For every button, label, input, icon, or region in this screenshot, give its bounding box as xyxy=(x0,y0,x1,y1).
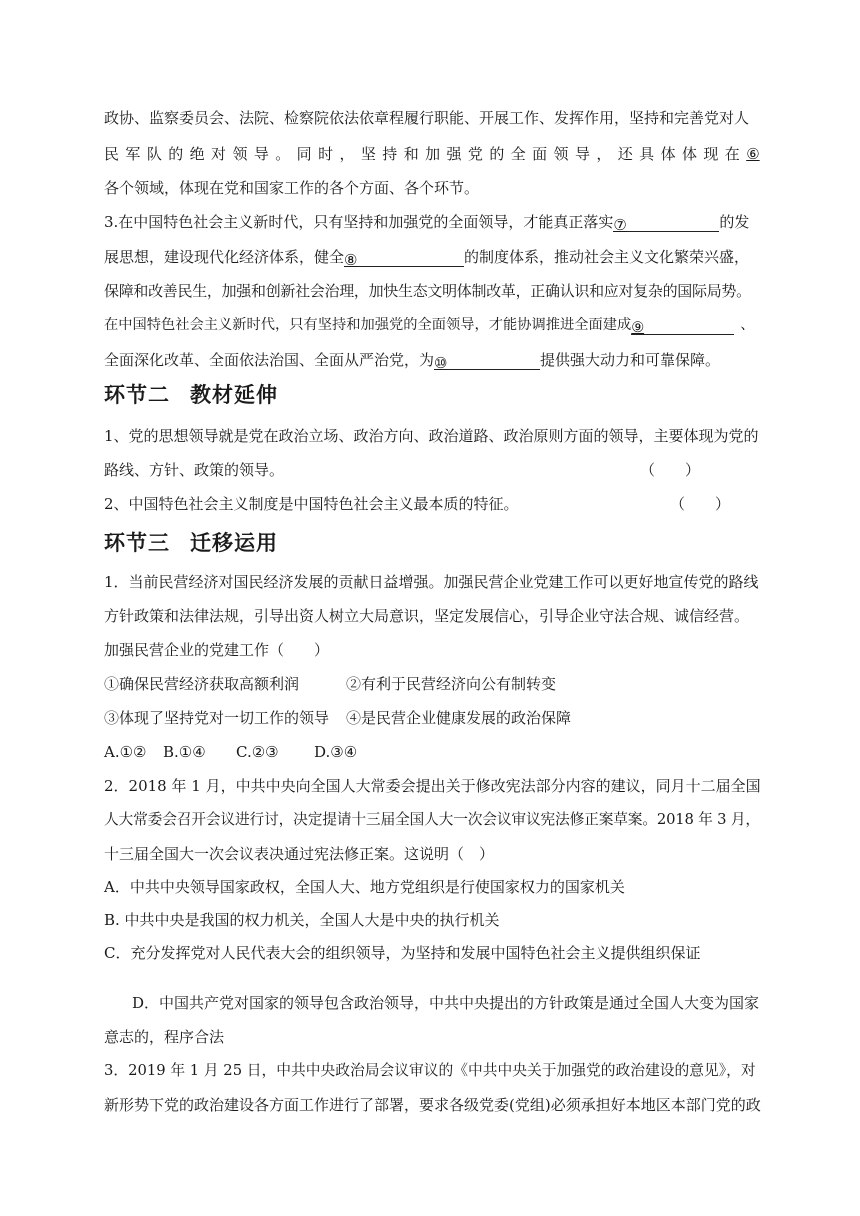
text-line: 路线、方针、政策的领导。 xyxy=(104,461,285,479)
text-char: 对 xyxy=(211,145,227,163)
option-row xyxy=(104,708,760,728)
text-span: 全面深化改革、全面依法治国、全面从严治党，为 xyxy=(104,351,435,369)
text-line: 1、党的思想领导就是党在政治立场、政治方向、政治道路、政治原则方面的领导，主要体现为党的 xyxy=(104,427,759,445)
paragraph-3-line-2 xyxy=(104,247,760,267)
choice-c[interactable]: C.②③ xyxy=(236,743,279,761)
text-char: ⑥ xyxy=(746,145,760,163)
choice-row xyxy=(104,742,760,762)
text-line: 1．当前民营经济对国民经济发展的贡献日益增强。加强民营企业党建工作可以更好地宣传党的路线 xyxy=(104,573,759,591)
text-char: 加 xyxy=(425,145,441,163)
text-char: 导 xyxy=(574,145,590,163)
text-line: 加强民营企业的党建工作（ ） xyxy=(104,641,330,659)
blank-number: ⑨ xyxy=(631,320,645,336)
fill-blank-10[interactable] xyxy=(434,353,540,370)
text-span: 的制度体系，推动社会主义文化繁荣兴盛， xyxy=(464,248,750,266)
text-span: 在中国特色社会主义新时代，只有坚持和加强党的全面领导，才能协调推进全面建成 xyxy=(104,317,632,333)
option-1[interactable]: ①确保民营经济获取高额利润 xyxy=(104,675,300,693)
text-char: 具 xyxy=(639,145,655,163)
text-char: 在 xyxy=(724,145,740,163)
choice-a[interactable]: A．中共中央领导国家政权，全国人大、地方党组织是行使国家权力的国家机关 xyxy=(104,878,625,896)
text-span: 提供强大动力和可靠保障。 xyxy=(540,351,721,369)
blank-number: ⑩ xyxy=(434,354,448,372)
text-char: 还 xyxy=(617,145,633,163)
choice-a[interactable]: A.①② xyxy=(104,743,147,761)
text-span: 3.在中国特色社会主义新时代，只有坚持和加强党的全面领导，才能真正落实 xyxy=(104,213,614,231)
text-char: 同 xyxy=(296,145,312,163)
heading-title: 教材延伸 xyxy=(190,383,278,407)
paragraph-3-line-5 xyxy=(104,350,760,370)
text-char: 和 xyxy=(403,145,419,163)
text-char: 全 xyxy=(510,145,526,163)
heading-label: 环节三 xyxy=(104,531,170,555)
text-char: 。 xyxy=(275,145,291,163)
text-line: 政协、监察委员会、法院、检察院依法依章程履行职能、开展工作、发挥作用，坚持和完善党对人 xyxy=(104,109,750,127)
option-3[interactable]: ③体现了坚持党对一切工作的领导 xyxy=(104,709,330,727)
choice-c[interactable]: C．充分发挥党对人民代表大会的组织领导，为坚持和发展中国特色社会主义提供组织保证 xyxy=(104,944,701,962)
option-4[interactable]: ④是民营企业健康发展的政治保障 xyxy=(346,709,572,727)
paragraph-3-line-4 xyxy=(104,315,760,335)
section-heading xyxy=(104,529,278,557)
text-char: 持 xyxy=(382,145,398,163)
text-char: 现 xyxy=(703,145,719,163)
text-line: 3．2019 年 1 月 25 日，中共中央政治局会议审议的《中共中央关于加强党的政治建设的意见》，对 xyxy=(104,1062,756,1079)
text-line: 2．2018 年 1 月，中共中央向全国人大常委会提出关于修改宪法部分内容的建议，同月十二届全国 xyxy=(104,777,761,795)
answer-parentheses[interactable]: （ ） xyxy=(640,461,701,479)
choice-b[interactable]: B. 中共中央是我国的权力机关，全国人大是中央的执行机关 xyxy=(104,911,500,929)
text-char: 面 xyxy=(532,145,548,163)
text-line: 十三届全国大一次会议表决通过宪法修正案。这说明（ ） xyxy=(104,845,495,863)
choice-b[interactable]: B.①④ xyxy=(163,743,206,761)
fill-blank-7[interactable] xyxy=(613,215,719,232)
text-char: 民 xyxy=(104,145,120,163)
option-row xyxy=(104,674,760,694)
option-2[interactable]: ②有利于民营经济向公有制转变 xyxy=(346,675,557,693)
text-char: ， xyxy=(596,145,612,163)
blank-number: ⑦ xyxy=(613,216,627,234)
text-char: 体 xyxy=(660,145,676,163)
choice-d[interactable]: D.③④ xyxy=(314,743,358,761)
text-char: 的 xyxy=(489,145,505,163)
text-line: 各个领域，体现在党和国家工作的各个方面、各个环节。 xyxy=(104,179,480,197)
text-char: 军 xyxy=(125,145,141,163)
text-span: 展思想，建设现代化经济体系，健全 xyxy=(104,248,345,266)
text-char: 绝 xyxy=(189,145,205,163)
text-char: 领 xyxy=(553,145,569,163)
paragraph-3-line-1 xyxy=(104,212,760,232)
text-line: 2、中国特色社会主义制度是中国特色社会主义最本质的特征。 xyxy=(104,495,519,513)
section-heading xyxy=(104,381,278,409)
text-char: 时 xyxy=(318,145,334,163)
text-span: 的发 xyxy=(719,213,750,231)
text-line: 保障和改善民生，加强和创新社会治理，加快生态文明体制改革，正确认识和应对复杂的国际局势。 xyxy=(104,282,751,300)
text-char: 领 xyxy=(232,145,248,163)
text-line: 人大常委会召开会议进行讨，决定提请十三届全国人大一次会议审议宪法修正案草案。2018 年 3 月， xyxy=(104,811,760,828)
text-char: 坚 xyxy=(360,145,376,163)
text-line: 意志的，程序合法 xyxy=(104,1028,225,1046)
text-line: 新形势下党的政治建设各方面工作进行了部署，要求各级党委(党组)必须承担好本地区本部门党的政 xyxy=(104,1096,761,1114)
choice-d[interactable]: D．中国共产党对国家的领导包含政治领导，中共中央提出的方针政策是通过全国人大变为国家 xyxy=(132,994,760,1012)
heading-title: 迁移运用 xyxy=(190,531,278,555)
text-char: 导 xyxy=(253,145,269,163)
text-span: 、 xyxy=(740,317,755,333)
heading-label: 环节二 xyxy=(104,383,170,407)
fill-blank-9[interactable] xyxy=(631,318,734,335)
text-line-justified xyxy=(104,144,760,164)
text-char: ， xyxy=(339,145,355,163)
text-char: 的 xyxy=(168,145,184,163)
blank-number: ⑧ xyxy=(344,251,358,269)
fill-blank-8[interactable] xyxy=(344,250,464,267)
text-char: 队 xyxy=(146,145,162,163)
text-line: 方针政策和法律法规，引导出资人树立大局意识，坚定发展信心，引导企业守法合规、诚信经营。 xyxy=(104,607,750,625)
answer-parentheses[interactable]: （ ） xyxy=(670,495,731,513)
text-char: 强 xyxy=(446,145,462,163)
text-char: 党 xyxy=(467,145,483,163)
text-char: 体 xyxy=(681,145,697,163)
